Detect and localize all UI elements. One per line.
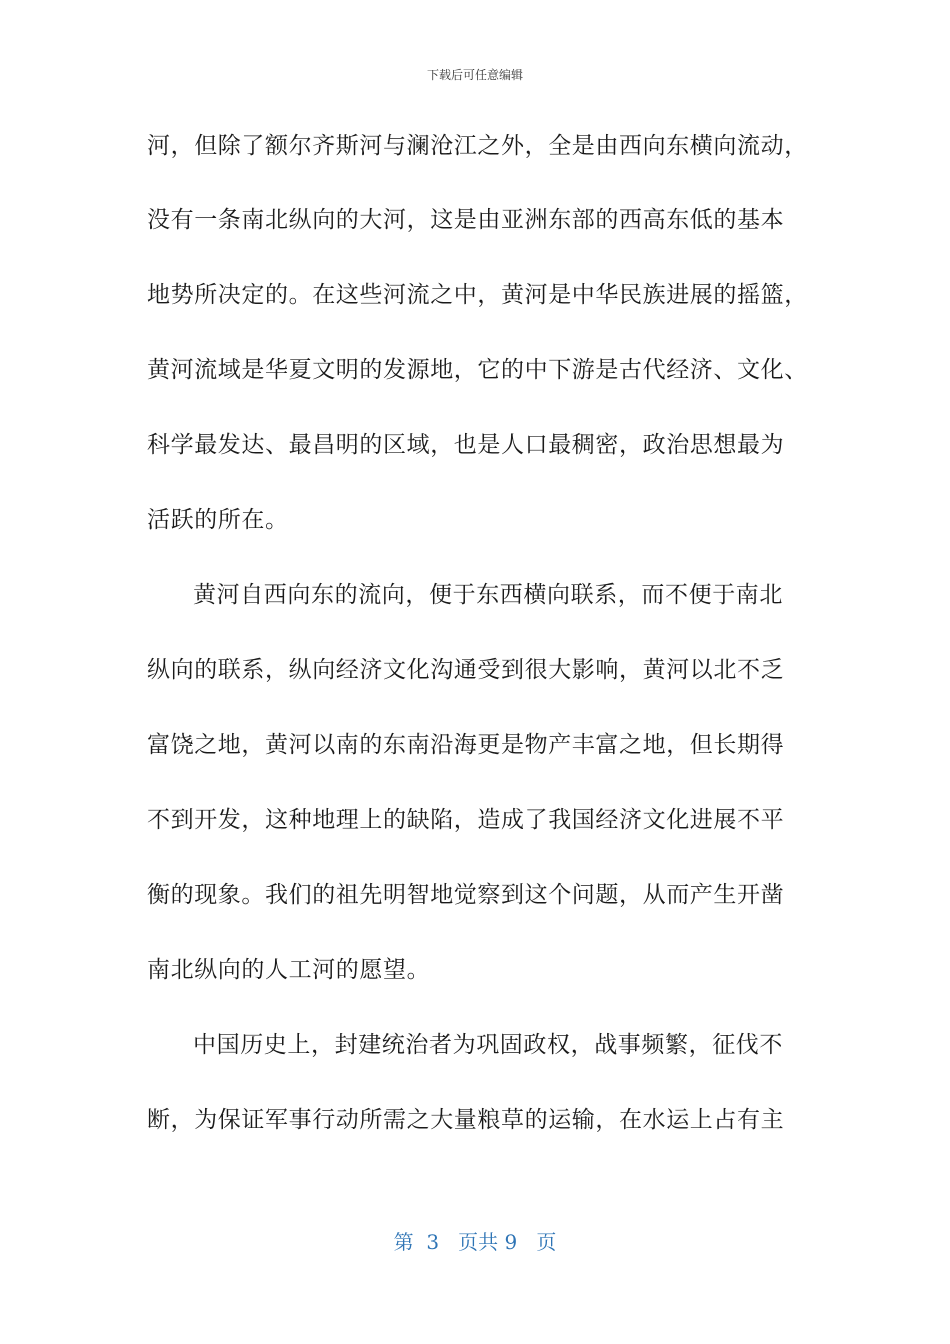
paragraph-line: 科学最发达、最昌明的区域，也是人口最稠密，政治思想最为 (147, 432, 785, 458)
paragraph-line: 没有一条南北纵向的大河，这是由亚洲东部的西高东低的基本 (147, 207, 785, 233)
paragraph-line: 地势所决定的。在这些河流之中，黄河是中华民族进展的摇篮， (147, 282, 808, 308)
paragraph-line: 南北纵向的人工河的愿望。 (147, 957, 431, 983)
page-number-footer: 第 3 页共 9 页 (393, 1230, 557, 1254)
paragraph-line: 纵向的联系，纵向经济文化沟通受到很大影响，黄河以北不乏 (147, 657, 785, 683)
paragraph-line: 中国历史上，封建统治者为巩固政权，战事频繁，征伐不 (193, 1032, 783, 1058)
paragraph-line: 断，为保证军事行动所需之大量粮草的运输，在水运上占有主 (147, 1107, 785, 1133)
paragraph-line: 衡的现象。我们的祖先明智地觉察到这个问题，从而产生开凿 (147, 882, 785, 908)
paragraph-line: 活跃的所在。 (147, 507, 289, 533)
paragraph-line: 富饶之地，黄河以南的东南沿海更是物产丰富之地，但长期得 (147, 732, 785, 758)
paragraph-line: 河，但除了额尔齐斯河与澜沧江之外，全是由西向东横向流动， (147, 133, 808, 159)
paragraph-line: 黄河自西向东的流向，便于东西横向联系，而不便于南北 (193, 582, 783, 608)
page-header-note: 下载后可任意编辑 (426, 68, 523, 82)
paragraph-line: 不到开发，这种地理上的缺陷，造成了我国经济文化进展不平 (147, 807, 785, 833)
paragraph-line: 黄河流域是华夏文明的发源地，它的中下游是古代经济、文化、 (147, 357, 808, 383)
